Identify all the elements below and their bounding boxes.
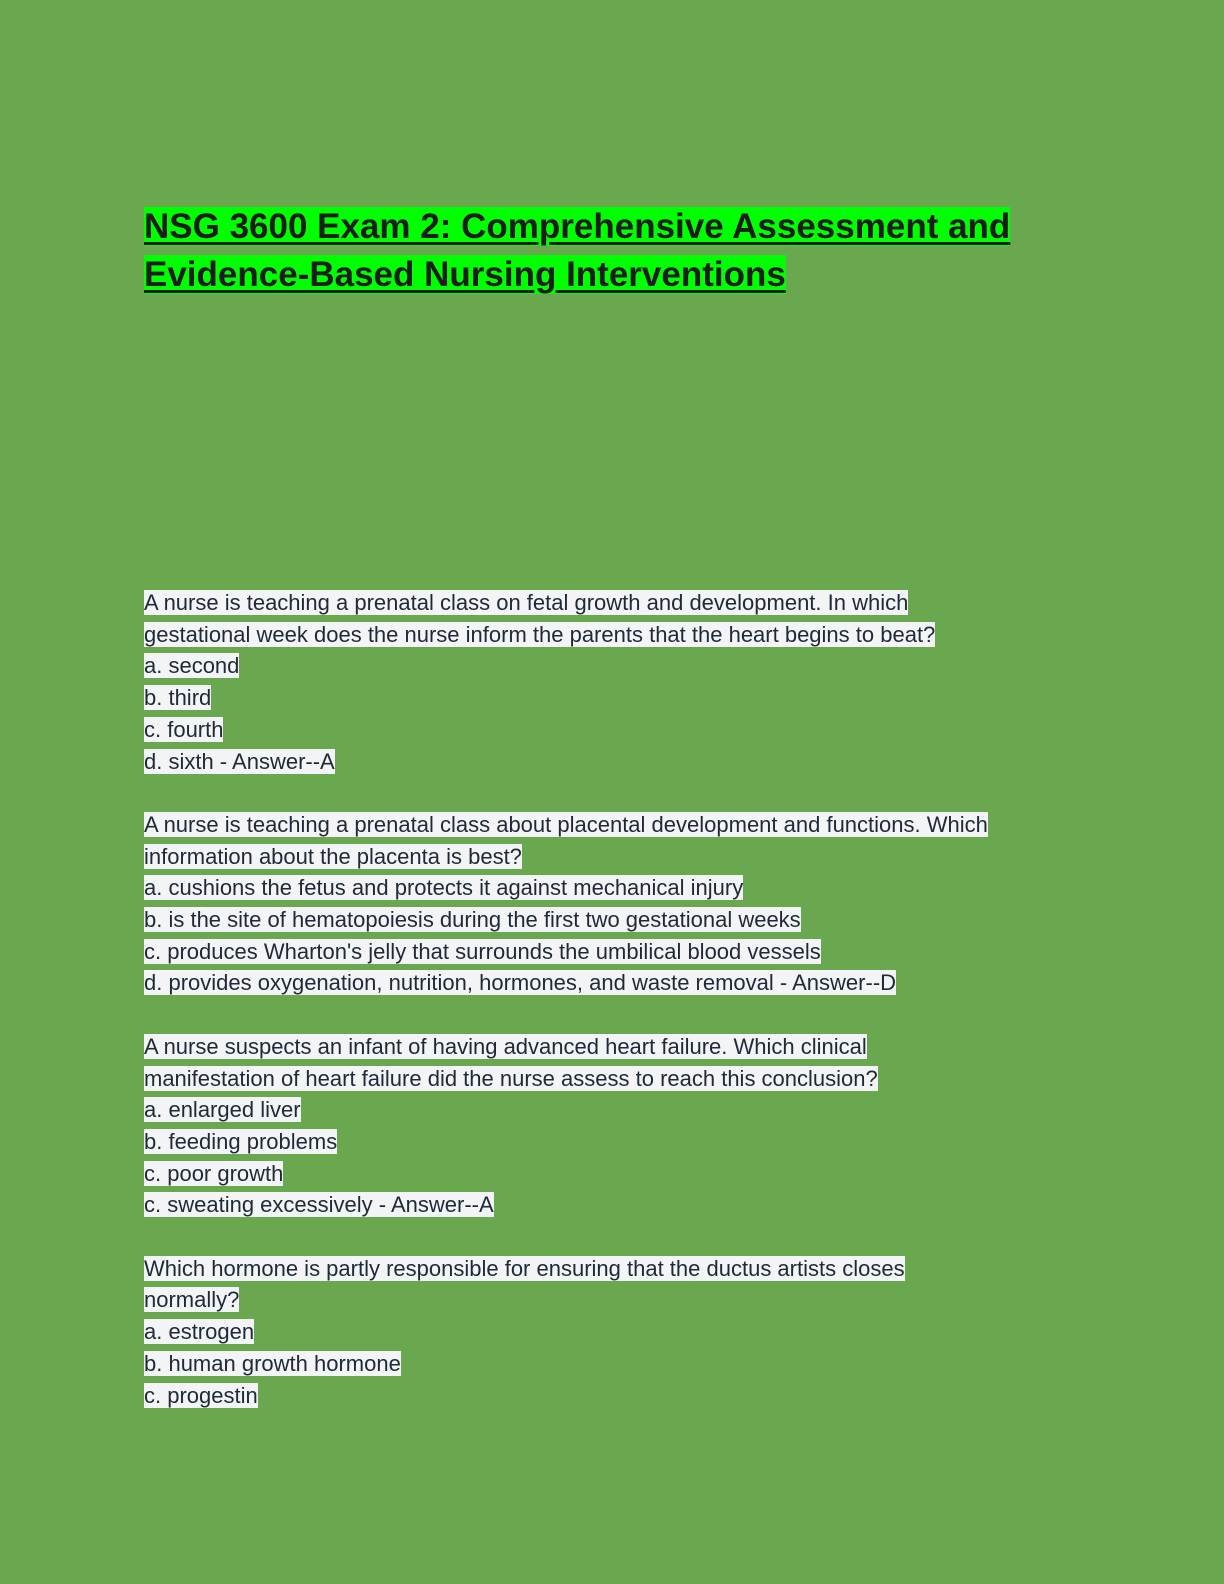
answer-option: b. third xyxy=(144,685,212,711)
question-stem-line: gestational week does the nurse inform the parents that the heart begins to beat? xyxy=(144,621,936,647)
answer-option: a. enlarged liver xyxy=(144,1097,301,1123)
question-stem-line: A nurse is teaching a prenatal class about placental development and functions. Which xyxy=(144,811,988,837)
answer-option: b. feeding problems xyxy=(144,1128,338,1154)
answer-option: d. sixth - Answer--A xyxy=(144,748,335,774)
title-line-2: Evidence-Based Nursing Interventions xyxy=(144,255,786,294)
title-line-1: NSG 3600 Exam 2: Comprehensive Assessment and xyxy=(144,207,1011,246)
answer-option: b. is the site of hematopoiesis during the first two gestational weeks xyxy=(144,907,801,933)
question-2 xyxy=(144,809,1104,999)
answer-option: c. poor growth xyxy=(144,1160,284,1186)
answer-option: b. human growth hormone xyxy=(144,1350,401,1376)
answer-option: a. estrogen xyxy=(144,1319,255,1345)
answer-option: c. produces Wharton's jelly that surrounds the umbilical blood vessels xyxy=(144,938,821,964)
question-stem-line: A nurse suspects an infant of having advanced heart failure. Which clinical xyxy=(144,1033,867,1059)
question-stem-line: information about the placenta is best? xyxy=(144,843,522,869)
question-stem-line: A nurse is teaching a prenatal class on fetal growth and development. In which xyxy=(144,590,909,615)
answer-option: d. provides oxygenation, nutrition, hormones, and waste removal - Answer--D xyxy=(144,970,897,996)
question-4 xyxy=(144,1253,1104,1412)
document-title xyxy=(144,203,1104,299)
question-list xyxy=(144,587,1104,1443)
answer-option: c. progestin xyxy=(144,1382,258,1408)
answer-option: c. sweating excessively - Answer--A xyxy=(144,1192,494,1218)
question-1 xyxy=(144,587,1104,777)
question-3 xyxy=(144,1031,1104,1221)
question-stem-line: normally? xyxy=(144,1287,240,1313)
question-stem-line: manifestation of heart failure did the nurse assess to reach this conclusion? xyxy=(144,1065,878,1091)
answer-option: a. cushions the fetus and protects it against mechanical injury xyxy=(144,875,744,901)
question-stem-line: Which hormone is partly responsible for ensuring that the ductus artists closes xyxy=(144,1255,905,1281)
answer-option: a. second xyxy=(144,653,240,679)
answer-option: c. fourth xyxy=(144,716,224,742)
